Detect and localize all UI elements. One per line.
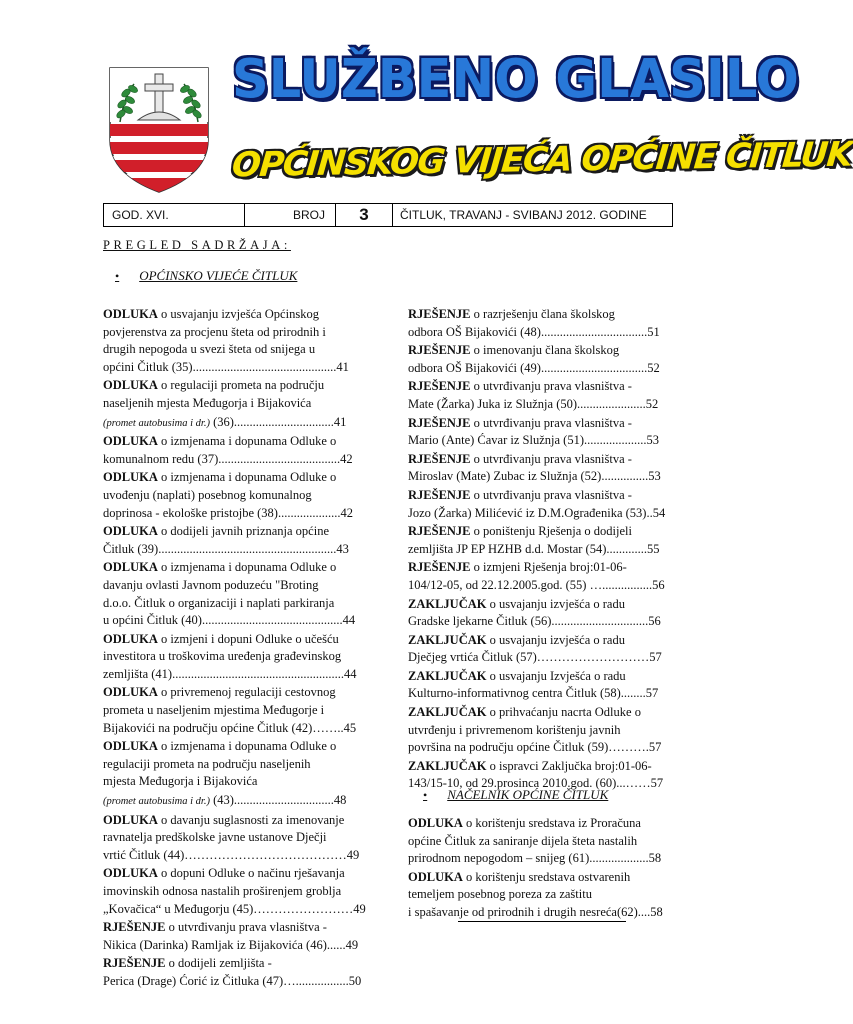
contents-entry bbox=[103, 684, 368, 737]
issue-number: 3 bbox=[336, 204, 393, 226]
entry-type: RJEŠENJE bbox=[408, 379, 471, 394]
entry-type: RJEŠENJE bbox=[408, 307, 471, 321]
masthead-subtitle: OPĆINSKOG VIJEĆA OPĆINE ČITLUK bbox=[230, 134, 853, 186]
contents-entry bbox=[103, 559, 368, 629]
entry-type: RJEŠENJE bbox=[408, 451, 471, 466]
contents-entry bbox=[408, 378, 676, 413]
entry-type: RJEŠENJE bbox=[408, 560, 471, 575]
entry-note: (promet autobusima i dr.) bbox=[103, 796, 210, 808]
section-title: NAČELNIK OPĆINE ČITLUK bbox=[447, 787, 609, 802]
contents-column-right bbox=[408, 306, 676, 793]
entry-text: o privremenoj regulaciji cestovnog prometa u naseljenim mjestima Međugorje i Bijakovići na području općine Čitluk (42)……..45 bbox=[103, 685, 357, 735]
entry-type: RJEŠENJE bbox=[408, 524, 471, 539]
entry-text: o izmjenama i dopunama Odluke o regulaciji prometa na području naseljenih mjesta Međugorja i Bijakovića bbox=[103, 739, 337, 789]
entry-text: o imenovanju člana školskog odbora OŠ Bijakovići (49)..................................52 bbox=[408, 343, 660, 375]
contents-entry bbox=[103, 523, 368, 558]
entry-type: ZAKLJUČAK bbox=[408, 668, 487, 683]
entry-type: ODLUKA bbox=[103, 434, 158, 449]
entry-text: o ispravci Zaključka broj:01-06- 143/15-10, od 29.prosinca 2010.god. (60)...……57 bbox=[408, 758, 664, 791]
contents-entry bbox=[408, 869, 676, 922]
masthead-title: SLUŽBENO GLASILO bbox=[232, 48, 799, 111]
coat-of-arms-crest bbox=[100, 62, 218, 197]
entry-note: (promet autobusima i dr.) bbox=[103, 417, 210, 429]
entry-text: o razrješenju člana školskog odbora OŠ Bijakovići (48)..................................51 bbox=[408, 307, 660, 339]
entry-text: (43)................................48 bbox=[209, 793, 347, 808]
entry-text: o izmjenama i dopunama Odluke o davanju ovlasti Javnom poduzeću "Broting d.o.o. Čitluk o organizaciji i naplati parkiranja u općini Čitluk (40).............................................44 bbox=[103, 560, 356, 628]
contents-heading: PREGLED SADRŽAJA: bbox=[103, 238, 291, 252]
contents-entry bbox=[408, 704, 676, 757]
contents-entry bbox=[103, 738, 368, 791]
contents-entry bbox=[103, 433, 368, 468]
entry-text: o korištenju sredstava iz Proračuna općine Čitluk za saniranje dijela šteta nastalih prirodnom nepogodom – snijeg (61)...................58 bbox=[408, 816, 662, 866]
entry-type: ZAKLJUČAK bbox=[408, 632, 487, 647]
contents-entry bbox=[408, 815, 676, 868]
bullet-icon: • bbox=[423, 787, 428, 802]
entry-type: ODLUKA bbox=[408, 869, 463, 884]
entry-type: ODLUKA bbox=[103, 524, 158, 539]
entry-type: ODLUKA bbox=[103, 812, 158, 827]
contents-entry bbox=[103, 377, 368, 412]
entry-text: o usvajanju izvješća Općinskog povjerenstva za procjenu šteta od prirodnih i drugih nepogoda u svezi šteta od snijega u općini Čitluk (35)..............................................41 bbox=[103, 307, 349, 374]
entry-text: o izmjenama i dopunama Odluke o komunalnom redu (37).......................................42 bbox=[103, 434, 353, 466]
entry-text: o izmjeni Rješenja broj:01-06- 104/12-05, od 22.12.2005.god. (55) …................56 bbox=[408, 560, 665, 592]
contents-entry bbox=[408, 668, 676, 703]
contents-entry bbox=[408, 306, 676, 341]
contents-entry bbox=[408, 632, 676, 667]
entry-type: ODLUKA bbox=[103, 866, 158, 881]
contents-entry bbox=[103, 414, 368, 433]
issue-date: ČITLUK, TRAVANJ - SVIBANJ 2012. GODINE bbox=[400, 208, 647, 222]
contents-entry bbox=[103, 306, 368, 376]
contents-entry bbox=[103, 865, 368, 918]
contents-entry bbox=[408, 415, 676, 450]
entry-text: o davanju suglasnosti za imenovanje ravnatelja predškolske javne ustanove Dječji vrtić Čitluk (44)…………………………………49 bbox=[103, 812, 360, 862]
contents-entry bbox=[103, 792, 368, 811]
entry-text: o utvrđivanju prava vlasništva - Mario (Ante) Ćavar iz Služnja (51)....................53 bbox=[408, 415, 659, 448]
entry-text: o usvajanju Izvješća o radu Kulturno-informativnog centra Čitluk (58)........57 bbox=[408, 668, 659, 701]
entry-text: o utvrđivanju prava vlasništva - Nikica (Darinka) Ramljak iz Bijakovića (46)......49 bbox=[103, 920, 359, 952]
entry-type: ODLUKA bbox=[103, 739, 158, 754]
bullet-icon: • bbox=[115, 268, 120, 283]
section-title: OPĆINSKO VIJEĆE ČITLUK bbox=[139, 268, 298, 283]
contents-entry bbox=[408, 559, 676, 594]
contents-entry bbox=[408, 342, 676, 377]
entry-type: ZAKLJUČAK bbox=[408, 596, 487, 611]
entry-type: RJEŠENJE bbox=[103, 920, 166, 935]
entry-type: ODLUKA bbox=[103, 378, 158, 393]
contents-entry bbox=[408, 487, 676, 522]
entry-type: ZAKLJUČAK bbox=[408, 758, 487, 773]
entry-text: o usvajanju izvješća o radu Dječjeg vrtića Čitluk (57)………………………57 bbox=[408, 632, 662, 665]
entry-text: o poništenju Rješenja o dodijeli zemljišta JP EP HZHB d.d. Mostar (54).............55 bbox=[408, 524, 660, 556]
entry-text: o korištenju sredstava ostvarenih temeljem posebnog poreza za zaštitu i spašavanje od prirodnih i drugih nesreća(62)....58 bbox=[408, 869, 663, 919]
entry-text: o utvrđivanju prava vlasništva - Miroslav (Mate) Zubac iz Služnja (52)...............53 bbox=[408, 451, 661, 484]
entry-type: ZAKLJUČAK bbox=[408, 705, 487, 720]
entry-type: ODLUKA bbox=[103, 631, 158, 646]
contents-entry bbox=[103, 631, 368, 684]
contents-column-left bbox=[103, 306, 368, 991]
contents-entry bbox=[408, 523, 676, 558]
contents-entry bbox=[103, 469, 368, 522]
entry-text: o dodijeli javnih priznanja općine Čitluk (39).........................................................43 bbox=[103, 524, 349, 556]
entry-text: o izmjenama i dopunama Odluke o uvođenju (naplati) posebnog komunalnog doprinosa - ekološke pristojbe (38)....................42 bbox=[103, 470, 353, 520]
end-divider bbox=[458, 921, 626, 922]
entry-type: RJEŠENJE bbox=[408, 343, 471, 358]
entry-text: o izmjeni i dopuni Odluke o učešću investitora u troškovima uređenja građevinskog zemljišta (41).......................................................44 bbox=[103, 631, 357, 681]
contents-entry bbox=[103, 955, 368, 990]
entry-type: ODLUKA bbox=[103, 307, 158, 321]
entry-text: o usvajanju izvješća o radu Gradske ljekarne Čitluk (56)...............................56 bbox=[408, 596, 661, 629]
entry-text: o regulaciji prometa na području naseljenih mjesta Međugorja i Bijakovića bbox=[103, 378, 325, 410]
entry-type: RJEŠENJE bbox=[103, 956, 166, 971]
entry-text: o utvrđivanju prava vlasništva - Jozo (Žarka) Milićević iz D.M.Ograđenika (53)..54 bbox=[408, 487, 666, 520]
issue-year: GOD. XVI. bbox=[104, 204, 245, 226]
section-heading-mayor bbox=[423, 787, 608, 803]
issue-info-bar bbox=[103, 203, 673, 227]
entry-type: ODLUKA bbox=[408, 816, 463, 830]
entry-text: (36)................................41 bbox=[209, 414, 347, 429]
contents-entry bbox=[408, 451, 676, 486]
entry-text: o utvrđivanju prava vlasništva - Mate (Žarka) Juka iz Služnja (50)......................52 bbox=[408, 379, 659, 411]
section-heading-council bbox=[115, 268, 297, 284]
contents-entry bbox=[103, 919, 368, 954]
issue-number-label: BROJ bbox=[245, 204, 336, 226]
contents-entry bbox=[408, 596, 676, 631]
entry-type: ODLUKA bbox=[103, 560, 158, 575]
entry-type: ODLUKA bbox=[103, 685, 158, 700]
entry-text: o prihvaćanju nacrta Odluke o utvrđenju i privremenom korištenju javnih površina na području općine Čitluk (59)……….57 bbox=[408, 705, 662, 755]
entry-type: RJEŠENJE bbox=[408, 487, 471, 502]
contents-column-mayor bbox=[408, 815, 676, 922]
entry-type: ODLUKA bbox=[103, 470, 158, 485]
entry-text: o dodijeli zemljišta - Perica (Drage) Ćorić iz Čitluka (47)….................50 bbox=[103, 956, 362, 988]
contents-entry bbox=[103, 812, 368, 865]
entry-text: o dopuni Odluke o načinu rješavanja imovinskih odnosa nastalih proširenjem groblja „Kovačica“ u Međugorju (45)……………………49 bbox=[103, 866, 366, 916]
entry-type: RJEŠENJE bbox=[408, 415, 471, 430]
